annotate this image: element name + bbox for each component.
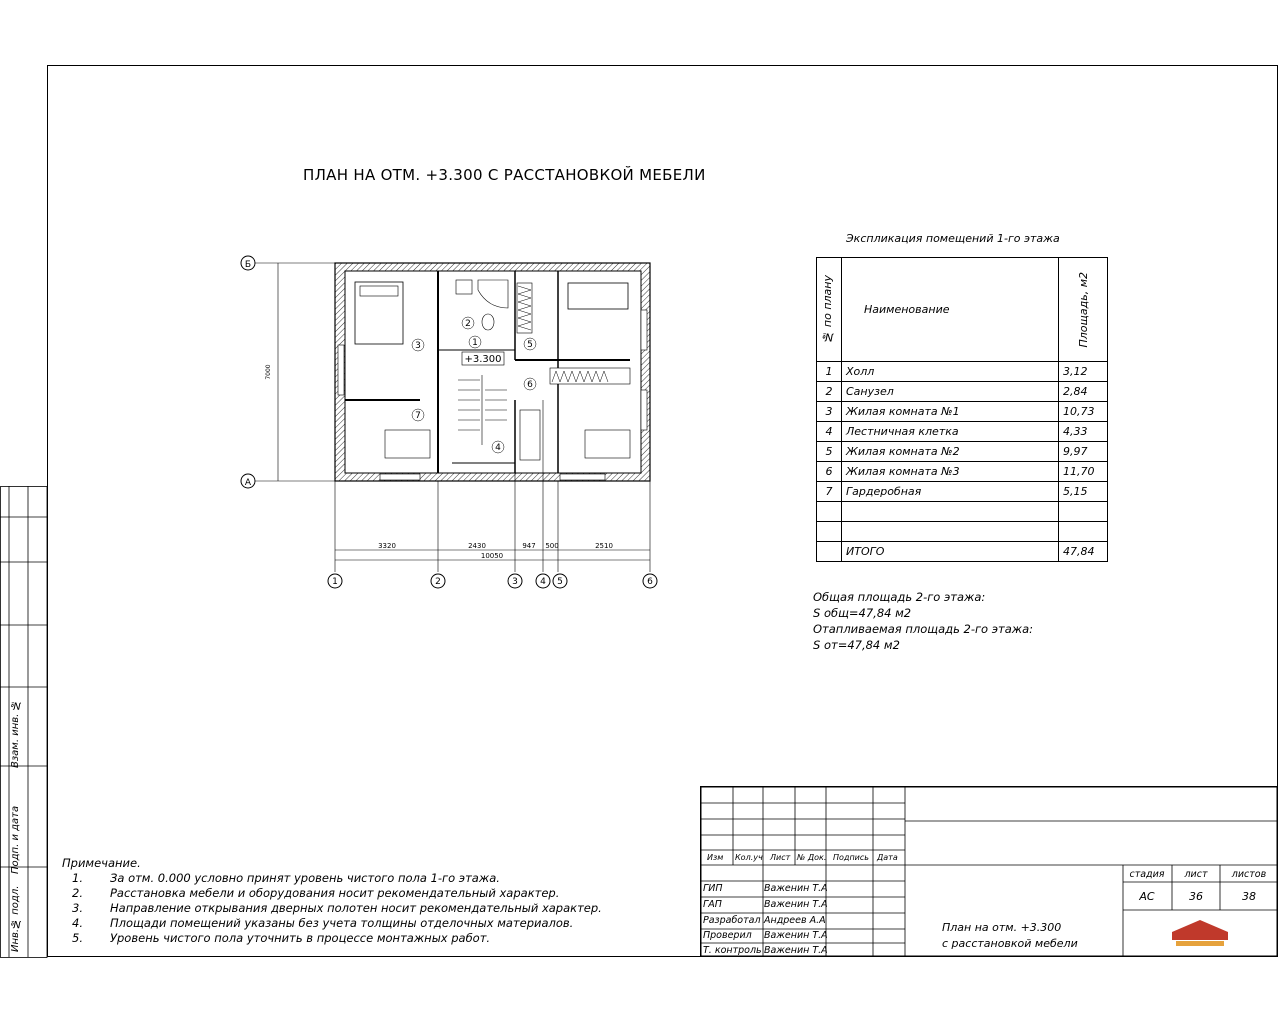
area-note: Общая площадь 2-го этажа: S общ=47,84 м2 Отапливаемая площадь 2-го этажа: S от=47,84 м2 (813, 590, 1034, 652)
sheets-value: 38 (1242, 890, 1256, 903)
table-row: 2 Санузел 2,84 (817, 382, 1108, 402)
vzam-inv-label: Взам. инв. № (10, 699, 21, 768)
side-stamp (0, 486, 48, 958)
svg-text:3320: 3320 (378, 542, 396, 550)
room-number: 7 (415, 411, 421, 421)
note-item: 3. Направление открывания дверных полотен носит рекомендательный характер. (72, 901, 602, 915)
svg-text:5: 5 (557, 577, 563, 587)
svg-text:листов: листов (1231, 869, 1267, 880)
sheet-title-1: План на отм. +3.300 (942, 921, 1062, 934)
svg-text:947: 947 (522, 542, 536, 550)
table-row: 4 Лестничная клетка 4,33 (817, 422, 1108, 442)
svg-text:Дата: Дата (877, 853, 898, 862)
svg-text:стадия: стадия (1129, 869, 1165, 880)
table-row: 5 Жилая комната №2 9,97 (817, 442, 1108, 462)
svg-text:А: А (244, 478, 252, 488)
svg-text:Изм: Изм (707, 853, 724, 862)
room-number: 4 (495, 443, 501, 453)
col-area-header: Площадь, м2 (1076, 271, 1090, 348)
svg-text:Б: Б (244, 260, 252, 270)
svg-text:Подпись: Подпись (833, 853, 869, 862)
svg-text:4: 4 (540, 577, 546, 587)
level-mark: +3.300 (464, 354, 502, 365)
room-number: 5 (527, 340, 533, 350)
svg-text:Кол.уч: Кол.уч (735, 853, 763, 862)
svg-text:Проверил: Проверил (703, 930, 752, 941)
notes-heading: Примечание. (62, 856, 141, 870)
title-block (700, 786, 1278, 957)
explication-caption: Экспликация помещений 1-го этажа (846, 232, 1060, 245)
svg-text:Андреев А.А: Андреев А.А (764, 915, 826, 926)
svg-text:Т. контроль: Т. контроль (703, 945, 762, 956)
svg-text:ГИП: ГИП (703, 883, 723, 894)
svg-text:2: 2 (435, 577, 441, 587)
col-name-header: Наименование (842, 258, 1059, 362)
note-item: 1. За отм. 0.000 условно принят уровень чистого пола 1-го этажа. (72, 871, 500, 885)
inv-podl-label: Инв.№ подл. (10, 885, 21, 952)
explication-table (816, 257, 1108, 562)
room-number: 6 (527, 380, 533, 390)
room-number: 2 (465, 319, 471, 329)
notes (62, 856, 602, 946)
svg-text:Важенин Т.А: Важенин Т.А (764, 930, 828, 941)
note-item: 5. Уровень чистого пола уточнить в процессе монтажных работ. (72, 931, 491, 945)
col-no-header: № по плану (821, 275, 834, 344)
svg-text:2510: 2510 (595, 542, 613, 550)
drawing-title: ПЛАН НА ОТМ. +3.300 С РАССТАНОВКОЙ МЕБЕЛИ (303, 166, 706, 184)
svg-text:6: 6 (647, 577, 653, 587)
svg-text:3: 3 (512, 577, 518, 587)
svg-text:ГАП: ГАП (703, 899, 722, 910)
vertical-dim: 7000 (265, 364, 272, 380)
table-row: 1 Холл 3,12 (817, 362, 1108, 382)
total-dim: 10050 (480, 552, 504, 560)
table-row: 3 Жилая комната №1 10,73 (817, 402, 1108, 422)
svg-text:Лист: Лист (770, 853, 791, 862)
svg-text:лист: лист (1184, 869, 1208, 880)
sheet-title-2: с расстановкой мебели (942, 937, 1078, 950)
svg-text:Важенин Т.А: Важенин Т.А (764, 899, 828, 910)
svg-text:2430: 2430 (468, 542, 486, 550)
room-number: 3 (415, 341, 421, 351)
sheet-value: 36 (1189, 890, 1203, 903)
svg-text:Важенин Т.А: Важенин Т.А (764, 883, 828, 894)
table-row: 6 Жилая комната №3 11,70 (817, 462, 1108, 482)
room-number: 1 (472, 338, 478, 348)
total-row: ИТОГО 47,84 (817, 542, 1108, 562)
note-item: 2. Расстановка мебели и оборудования носит рекомендательный характер. (72, 886, 560, 900)
axis-a (241, 474, 335, 488)
svg-text:№ Док.: № Док. (797, 853, 827, 862)
svg-text:500: 500 (545, 542, 559, 550)
svg-text:Разработал: Разработал (703, 915, 761, 926)
note-item: 4. Площади помещений указаны без учета толщины отделочных материалов. (72, 916, 574, 930)
table-row: 7 Гардеробная 5,15 (817, 482, 1108, 502)
stage-value: АС (1139, 890, 1155, 903)
svg-text:1: 1 (332, 577, 338, 587)
podp-data-label: Подп. и дата (10, 805, 21, 874)
company-logo (1172, 920, 1228, 946)
svg-text:Важенин Т.А: Важенин Т.А (764, 945, 828, 956)
floor-plan (230, 250, 670, 595)
axis-b (241, 256, 335, 270)
